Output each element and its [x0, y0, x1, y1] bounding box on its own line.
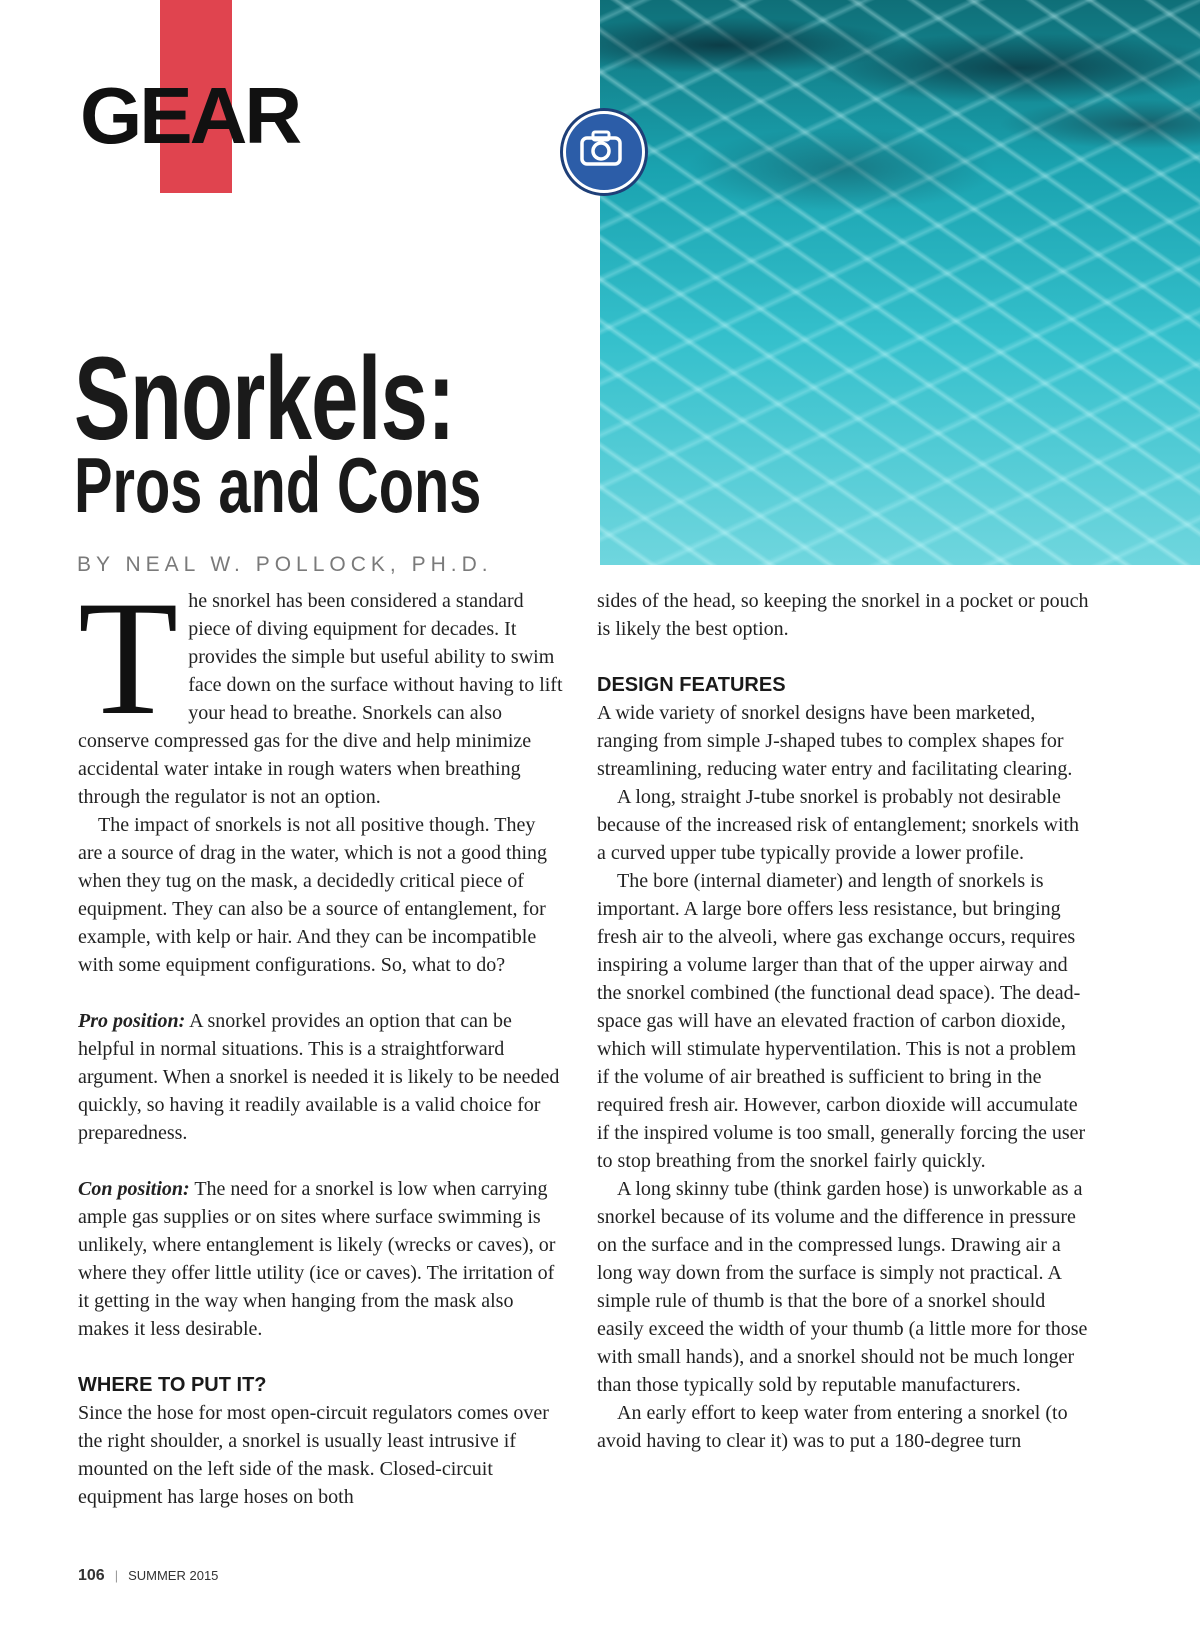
where-paragraph-continued: sides of the head, so keeping the snorkel in a pocket or pouch is likely the best option. [597, 590, 1089, 640]
photo-badge [563, 111, 645, 193]
footer-divider: | [114, 1568, 119, 1583]
section-label: GEAR [80, 71, 300, 160]
right-column [597, 587, 1092, 1455]
page-number: 106 [78, 1567, 105, 1584]
pro-paragraph: Pro position: A snorkel provides an option that can be helpful in normal situations. This is a straightforward argument. When a snorkel is needed it is likely to be needed quickly, so having it readily available is a valid choice for preparedness. [78, 1010, 560, 1144]
water-photo [600, 0, 1200, 565]
left-column [78, 568, 564, 1511]
con-label: Con position: [78, 1178, 190, 1200]
design-paragraph: A wide variety of snorkel designs have been marketed, ranging from simple J-shaped tubes to complex shapes for streamlining, reducing water entry and facilitating clearing. [597, 702, 1073, 780]
con-paragraph: Con position: The need for a snorkel is low when carrying ample gas supplies or on sites where surface swimming is unlikely, where entanglement is likely (wrecks or caves), or where they offer little utility (ice or caves). The irritation of it getting in the way when hanging from the mask also makes it less desirable. [78, 1178, 556, 1340]
design-paragraph: A long, straight J-tube snorkel is probably not desirable because of the increased risk of entanglement; snorkels with a curved upper tube typically provide a lower profile. [597, 786, 1080, 864]
intro-paragraph: The snorkel has been considered a standard piece of diving equipment for decades. It provides the simple but useful ability to swim face down on the surface without having to lift your head to breathe. Snorkels can also conserve compressed gas for the dive and help minimize accidental water intake in rough waters when breathing through the regulator is not an option. [78, 568, 563, 808]
pro-label: Pro position: [78, 1010, 186, 1032]
issue-label: SUMMER 2015 [128, 1568, 219, 1583]
drop-cap: T [78, 568, 179, 749]
page-footer [78, 1567, 218, 1585]
article-title: Snorkels: [74, 333, 455, 465]
article-subtitle: Pros and Cons [74, 441, 482, 529]
design-heading: DESIGN FEATURES [597, 674, 786, 696]
design-paragraph: An early effort to keep water from entering a snorkel (to avoid having to clear it) was to put a 180-degree turn [597, 1402, 1068, 1452]
impact-paragraph: The impact of snorkels is not all positive though. They are a source of drag in the water, which is not a good thing when they tug on the mask, a decidedly critical piece of equipment. They can also be a source of entanglement, for example, with kelp or hair. And they can be incompatible with some equipment configurations. So, what to do? [78, 814, 548, 976]
design-paragraph: The bore (internal diameter) and length of snorkels is important. A large bore offers less resistance, but bringing fresh air to the alveoli, where gas exchange occurs, requires inspiring a volume larger than that of the upper airway and the snorkel combined (the functional dead space). The dead-space gas will have an elevated fraction of carbon dioxide, which will stimulate hyperventilation. This is not a problem if the volume of air breathed is sufficient to bring in the required fresh air. However, carbon dioxide will accumulate if the inspired volume is too small, generally forcing the user to stop breathing from the snorkel fairly quickly. [597, 870, 1086, 1172]
byline: BY NEAL W. POLLOCK, PH.D. [77, 553, 493, 576]
where-paragraph: Since the hose for most open-circuit regulators comes over the right shoulder, a snorkel is usually least intrusive if mounted on the left side of the mask. Closed-circuit equipment has large hoses on both [78, 1402, 549, 1508]
design-paragraph: A long skinny tube (think garden hose) is unworkable as a snorkel because of its volume and the difference in pressure on the surface and in the compressed lungs. Drawing air a long way down from the surface is simply not practical. A simple rule of thumb is that the bore of a snorkel should easily exceed the width of your thumb (a little more for those with small hands), and a snorkel should not be much longer than those typically sold by reputable manufacturers. [597, 1178, 1088, 1396]
camera-icon [578, 126, 624, 172]
where-heading: WHERE TO PUT IT? [78, 1374, 267, 1396]
